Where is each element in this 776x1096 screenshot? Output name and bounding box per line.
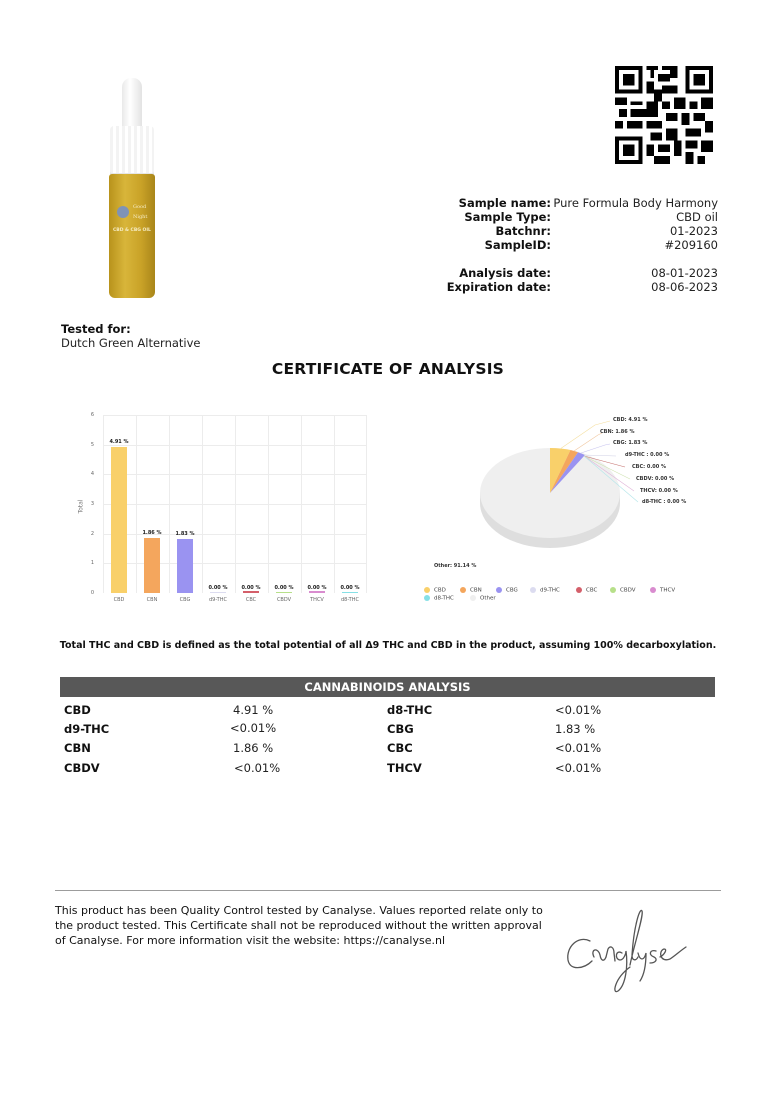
y-tick-label: 6 (90, 412, 94, 418)
bar-chart-plot-area (103, 415, 367, 603)
cannabinoid-name: CBG (387, 722, 414, 736)
bar-cbg (177, 539, 193, 593)
cannabinoid-value: <0.01% (230, 721, 277, 735)
y-tick-label: 5 (90, 442, 94, 448)
legend-label: CBC (586, 587, 598, 594)
legend-label: CBD (434, 587, 446, 594)
legend-item-other[interactable] (470, 595, 496, 602)
bar-value-label: 0.00 % (208, 585, 228, 591)
x-tick-label: CBC (245, 597, 257, 603)
legend-label: CBDV (620, 587, 636, 594)
cannabinoid-name: CBD (64, 703, 91, 717)
legend-item-cbc[interactable] (576, 587, 597, 594)
decarboxylation-note: Total THC and CBD is defined as the total potential of all Δ9 THC and CBD in the product, assuming 100% decarboxylation. (59, 640, 717, 651)
expiration-date-label: Expiration date: (446, 280, 551, 294)
sample-name-label: Sample name: (458, 196, 551, 210)
bar-value-label: 1.83 % (175, 531, 195, 537)
pie-annotation: CBG: 1.83 % (613, 440, 648, 446)
legend-label: THCV (660, 587, 676, 594)
pie-annotation: d9-THC : 0.00 % (625, 452, 670, 458)
bar-value-label: 1.86 % (142, 530, 162, 536)
y-tick-label: 4 (90, 471, 94, 477)
cannabinoid-name: CBDV (64, 761, 100, 775)
sample-id-label: SampleID: (484, 238, 551, 252)
table-header: CANNABINOIDS ANALYSIS (60, 677, 715, 697)
legend-swatch (610, 587, 616, 593)
pie-chart (420, 405, 720, 605)
bar-value-label: 0.00 % (340, 585, 360, 591)
expiration-date-value: 08-06-2023 (651, 280, 718, 294)
legend-swatch (576, 587, 582, 593)
disclaimer-text: This product has been Quality Control tested by Canalyse. Values reported relate only to the product tested. This Certificate shall not be reproduced without the written approval of Canalyse. For more information visit the website: https://canalyse.nl (55, 904, 543, 947)
cannabinoid-value: <0.01% (555, 703, 602, 717)
bottle-glass (109, 174, 155, 298)
pie-annotation: CBD: 4.91 % (613, 417, 648, 423)
bottle-label-line: Night (133, 214, 148, 220)
x-tick-label: THCV (310, 597, 324, 603)
bar-value-label: 0.00 % (274, 585, 294, 591)
y-tick-label: 3 (90, 501, 94, 507)
bottle-label-line: CBD & CBG OIL (113, 228, 151, 233)
legend-item-cbn[interactable] (460, 587, 482, 594)
bar-value-label: 0.00 % (307, 585, 327, 591)
bar-d9-thc (210, 592, 226, 593)
legend-swatch (460, 587, 466, 593)
cannabinoid-name: d8-THC (387, 703, 433, 717)
legend-label: CBG (506, 587, 518, 594)
y-tick-label: 0 (90, 590, 94, 596)
legend-item-cbg[interactable] (496, 587, 518, 594)
cannabinoid-value: 4.91 % (233, 703, 274, 717)
legend-swatch (650, 587, 656, 593)
tested-for-value: Dutch Green Alternative (61, 336, 201, 350)
pie-annotation: Other: 91.14 % (434, 563, 477, 569)
y-tick-label: 2 (90, 531, 94, 537)
x-tick-label: d8-THC (340, 597, 359, 603)
legend-label: d9-THC (540, 587, 560, 594)
cannabinoid-value: 1.83 % (555, 722, 596, 736)
analysis-date-label: Analysis date: (459, 266, 551, 280)
cannabinoid-value: <0.01% (234, 761, 281, 775)
x-tick-label: CBDV (276, 597, 292, 603)
bar-d8-thc (342, 592, 358, 593)
analysis-date-value: 08-01-2023 (651, 266, 718, 280)
bottle-cap (110, 126, 154, 176)
cannabinoid-name: THCV (387, 761, 422, 775)
legend-swatch (424, 595, 430, 601)
bottle-label-line: Good (133, 204, 147, 210)
bar-cbn (144, 538, 160, 593)
legend-item-cbd[interactable] (424, 587, 446, 594)
legend-label: CBN (470, 587, 482, 594)
x-tick-label: d9-THC (208, 597, 227, 603)
sample-type-label: Sample Type: (464, 210, 551, 224)
pie-annotation: CBC: 0.00 % (632, 464, 666, 470)
legend-item-d8-thc[interactable] (424, 595, 454, 602)
legend-swatch (530, 587, 536, 593)
cannabinoid-value: <0.01% (555, 761, 602, 775)
signature-image (560, 905, 700, 1000)
legend-label: d8-THC (434, 595, 454, 602)
legend-swatch (470, 595, 476, 601)
bar-value-label: 0.00 % (241, 585, 261, 591)
x-tick-label: CBG (179, 597, 191, 603)
batchnr-label: Batchnr: (495, 224, 551, 238)
pie-annotation: CBDV: 0.00 % (636, 476, 675, 482)
cannabinoid-name: CBN (64, 741, 91, 755)
bar-value-label: 4.91 % (109, 439, 129, 445)
x-tick-label: CBN (146, 597, 158, 603)
pie-annotation: CBN: 1.86 % (600, 429, 635, 435)
sample-id-value: #209160 (664, 238, 718, 252)
legend-swatch (496, 587, 502, 593)
product-image (96, 78, 168, 306)
cannabinoid-value: <0.01% (555, 741, 602, 755)
batchnr-value: 01-2023 (669, 224, 718, 238)
cannabinoid-value: 1.86 % (233, 741, 274, 755)
sample-name-value: Pure Formula Body Harmony (553, 196, 718, 210)
bar-thcv (309, 591, 325, 593)
y-axis-label: Total (77, 499, 85, 514)
tested-for-label: Tested for: (61, 322, 131, 336)
bar-cbd (111, 447, 127, 593)
bar-cbc (243, 591, 259, 593)
bar-chart (72, 405, 372, 610)
legend-label: Other (480, 595, 496, 602)
cannabinoid-name: d9-THC (64, 722, 110, 736)
legend-item-cbdv[interactable] (610, 587, 636, 594)
sample-type-value: CBD oil (676, 210, 718, 224)
legend-item-d9-thc[interactable] (530, 587, 560, 594)
footer-divider (55, 890, 721, 891)
pie-annotation: d8-THC : 0.00 % (642, 499, 687, 505)
legend-item-thcv[interactable] (650, 587, 675, 594)
qr-code-icon (614, 66, 714, 164)
x-tick-label: CBD (113, 597, 125, 603)
pie-annotation: THCV: 0.00 % (640, 488, 678, 494)
legend-swatch (424, 587, 430, 593)
page-title: CERTIFICATE OF ANALYSIS (271, 360, 505, 378)
moon-icon (117, 206, 129, 218)
y-tick-label: 1 (90, 560, 94, 566)
dropper-bulb (122, 78, 142, 130)
cannabinoid-name: CBC (387, 741, 413, 755)
bar-cbdv (276, 592, 292, 593)
